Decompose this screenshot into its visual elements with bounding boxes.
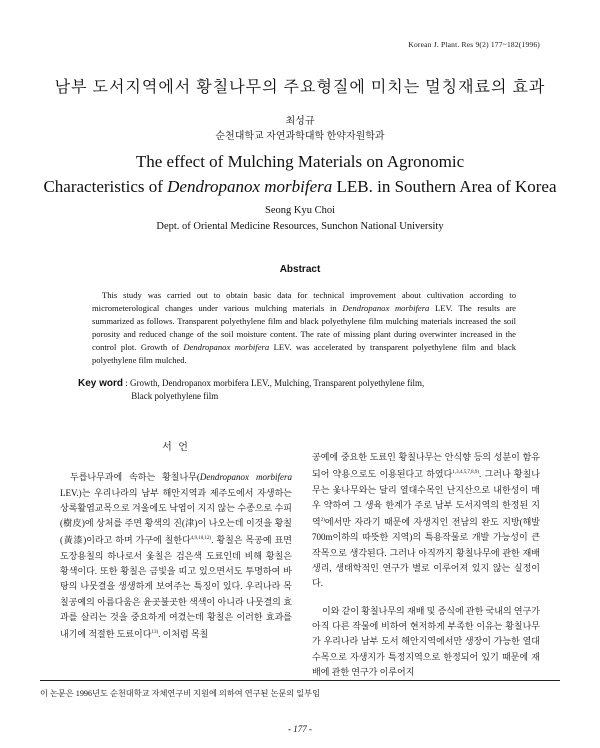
- left-ref-2: 13): [151, 630, 159, 636]
- intro-heading: 서 언: [162, 442, 190, 453]
- left-text-d: . 이처럼 목칠: [158, 629, 209, 640]
- keywords: [78, 377, 528, 403]
- journal-citation: Korean J. Plant. Res 9(2) 177~182(1996): [408, 40, 540, 49]
- footnote: 이 논문은 1996년도 순천대학교 자체연구비 지원에 의하여 연구된 논문의 일부임: [40, 689, 320, 698]
- keywords-line2: Black polyethylene film: [131, 391, 219, 401]
- right-ref-1: 1,3,4,5,7,8,9): [452, 470, 479, 476]
- english-author: Seong Kyu Choi: [264, 205, 335, 216]
- right-text-c: 에서만 자라기 때문에 자생지인 전남의 완도 지방(해발700m이하의 따뜻한 지역)의 특용작물로 개발 가능성이 큰 작목으로 생각된다. 그러나 아직까지 황칠나무에 관한 재배생리, 생태학적인 연구가 별로 이루어져 있지 않는 실정이다.: [312, 517, 540, 589]
- english-title-species: Dendropanox morbifera: [167, 177, 333, 196]
- keywords-line1: : Growth, Dendropanox morbifera LEV., Mulching, Transparent polyethylene film,: [125, 378, 425, 388]
- left-paragraph: [60, 470, 292, 642]
- left-text-c: . 황칠은 목공예 표면도장용칠의 하나로서 옻칠은 검은색 도료인데 비해 황칠은 황색이다. 또한 황칠은 금빛을 띠고 있으면서도 투명하여 바탕의 나뭇결을 생생하게 보여주는 특징이 있다. 우리나라 목칠공예의 아름다움은 윤곳불곳한 색색이 아니라 나뭇결의 효과를 살리는 것을 중요하게 여겼는데 황칠은 이러한 효과를 내기에 적절한 도료이다: [60, 535, 292, 640]
- left-text-b: LEV.)는 우리나라의 남부 해안지역과 제주도에서 자생하는 상록활엽교목으로 겨울에도 낙엽이 지지 않는 수종으로 수피(樹皮)에 상처를 주면 황색의 진(津)이 나오는데 이것을 황칠(黃漆)이라고 하며 가구에 칠한다: [60, 487, 292, 546]
- abstract-species-1: Dendropanox morbifera: [342, 303, 430, 313]
- right-paragraph-2: 이와 같이 황칠나무의 재배 및 증식에 관한 국내의 연구가 아직 다른 작물에 비하여 현저하게 부족한 이유는 황칠나무가 우리나라 남부 도서 해안지역에서만 생장이 가능한 열대수목으로 자생지가 특정지역으로 한정되어 있기 때문에 재배에 관한 연구가 이루어지: [312, 605, 540, 677]
- page-number: - 177 -: [288, 724, 312, 734]
- left-column: [60, 428, 292, 643]
- left-species: Dendropanox morbifera: [199, 472, 292, 483]
- english-title-line2: [0, 174, 600, 199]
- left-ref-1: 4,9,10,12): [190, 536, 212, 542]
- right-ref-2: 2): [320, 518, 325, 524]
- english-title-line1: The effect of Mulching Materials on Agronomic: [135, 152, 465, 171]
- english-affiliation: Dept. of Oriental Medicine Resources, Sunchon National University: [156, 221, 444, 232]
- keywords-label: Key word: [78, 378, 124, 389]
- korean-author: 최성규: [285, 116, 315, 127]
- right-text-b: . 그러나 황칠나무는 옻나무와는 달리 열대수목인 난지산으로 내한성이 매우 약하여 그 생육 한계가 주로 남부 도서지역의 한정된 지역: [312, 469, 540, 528]
- english-title-line2-pre: Characteristics of: [43, 177, 168, 196]
- english-title: [0, 149, 600, 199]
- keywords-values: [125, 377, 485, 403]
- left-text-a: 두릅나무과에 속하는 황칠나무(: [70, 472, 200, 483]
- paragraph-gap: [312, 592, 540, 604]
- korean-affiliation: 순천대학교 자연과학대학 한약자원학과: [215, 131, 385, 142]
- abstract-species-2: Dendropanox morbifera: [183, 342, 270, 352]
- right-text-a: 공예에 중요한 도료인 황칠나무는 안식향 등의 성분이 함유되어 약용으로도 이용된다고 하였다: [312, 452, 540, 480]
- abstract-text-3: LEV. was accelerated by transparent polyethylene film and black polyethylene film mulched.: [92, 342, 516, 365]
- english-title-line2-post: LEB. in Southern Area of Korea: [332, 177, 557, 196]
- footnote-rule: [40, 680, 560, 681]
- abstract-heading: Abstract: [279, 264, 321, 275]
- right-paragraph-1: [312, 450, 540, 592]
- abstract-body: [92, 289, 516, 367]
- korean-title: 남부 도서지역에서 황칠나무의 주요형질에 미치는 멀칭재료의 효과: [54, 79, 546, 96]
- right-column: [312, 450, 540, 680]
- abstract-text-2: LEV. The results are summarized as follows. Transparent polyethylene film and black polyethylene film mulching materials increased the soil porosity and reduced change of the soil moisture content. The rate of missing plant during overwinter increased in the control plot. Growth of: [92, 303, 516, 352]
- abstract-text-1: This study was carried out to obtain basic data for technical improvement about cultivation according to micrometerological changes under various mulching materials in: [92, 290, 516, 313]
